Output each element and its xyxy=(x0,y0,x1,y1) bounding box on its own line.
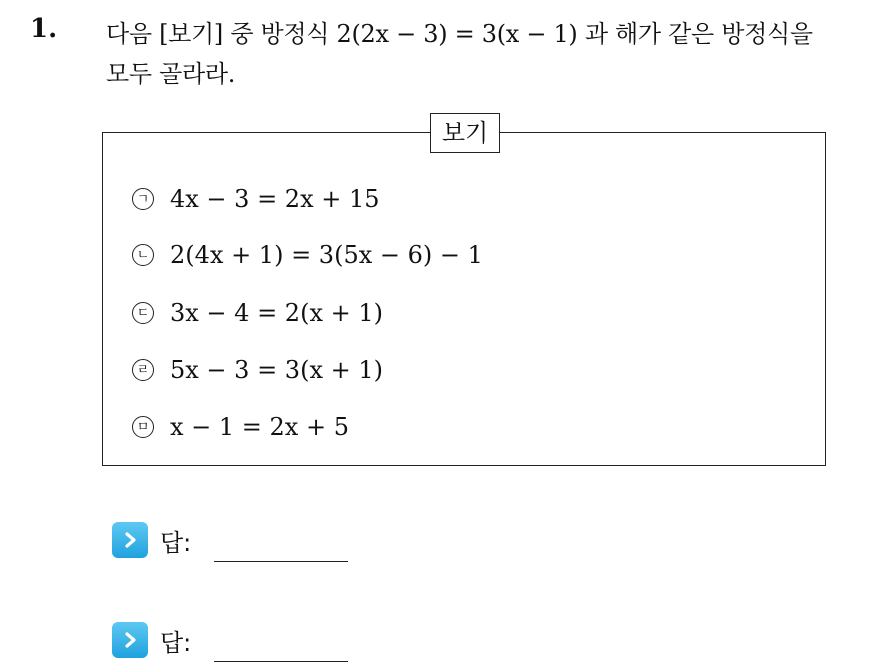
answer-row-1 xyxy=(112,522,191,558)
answer-label: 답: xyxy=(160,628,192,657)
example-item-4 xyxy=(132,353,383,387)
item-equation: 4x − 3 = 2x + 15 xyxy=(170,185,380,213)
item-equation: x − 1 = 2x + 5 xyxy=(170,413,349,441)
chevron-right-icon xyxy=(112,522,148,558)
answer-row-2 xyxy=(112,622,191,658)
example-item-3 xyxy=(132,296,383,330)
answer-blank[interactable] xyxy=(214,561,348,562)
item-marker: ㅁ xyxy=(132,416,154,438)
answer-label: 답: xyxy=(160,528,192,557)
item-equation: 2(4x + 1) = 3(5x − 6) − 1 xyxy=(170,241,483,269)
question-text-line-2: 모두 골라라. xyxy=(106,60,236,88)
question-text-line-1: 다음 [보기] 중 방정식 2(2x − 3) = 3(x − 1) 과 해가 같은 방정식을 xyxy=(106,20,813,48)
item-marker: ㄷ xyxy=(132,302,154,324)
item-equation: 3x − 4 = 2(x + 1) xyxy=(170,299,383,327)
item-marker: ㄱ xyxy=(132,188,154,210)
question-number: 1. xyxy=(30,14,58,44)
item-marker: ㄹ xyxy=(132,359,154,381)
answer-blank[interactable] xyxy=(214,661,348,662)
example-item-2 xyxy=(132,238,483,272)
item-marker: ㄴ xyxy=(132,244,154,266)
example-box-title: 보기 xyxy=(430,113,500,153)
example-item-5 xyxy=(132,410,349,444)
chevron-right-icon xyxy=(112,622,148,658)
item-equation: 5x − 3 = 3(x + 1) xyxy=(170,356,383,384)
example-item-1 xyxy=(132,182,380,216)
